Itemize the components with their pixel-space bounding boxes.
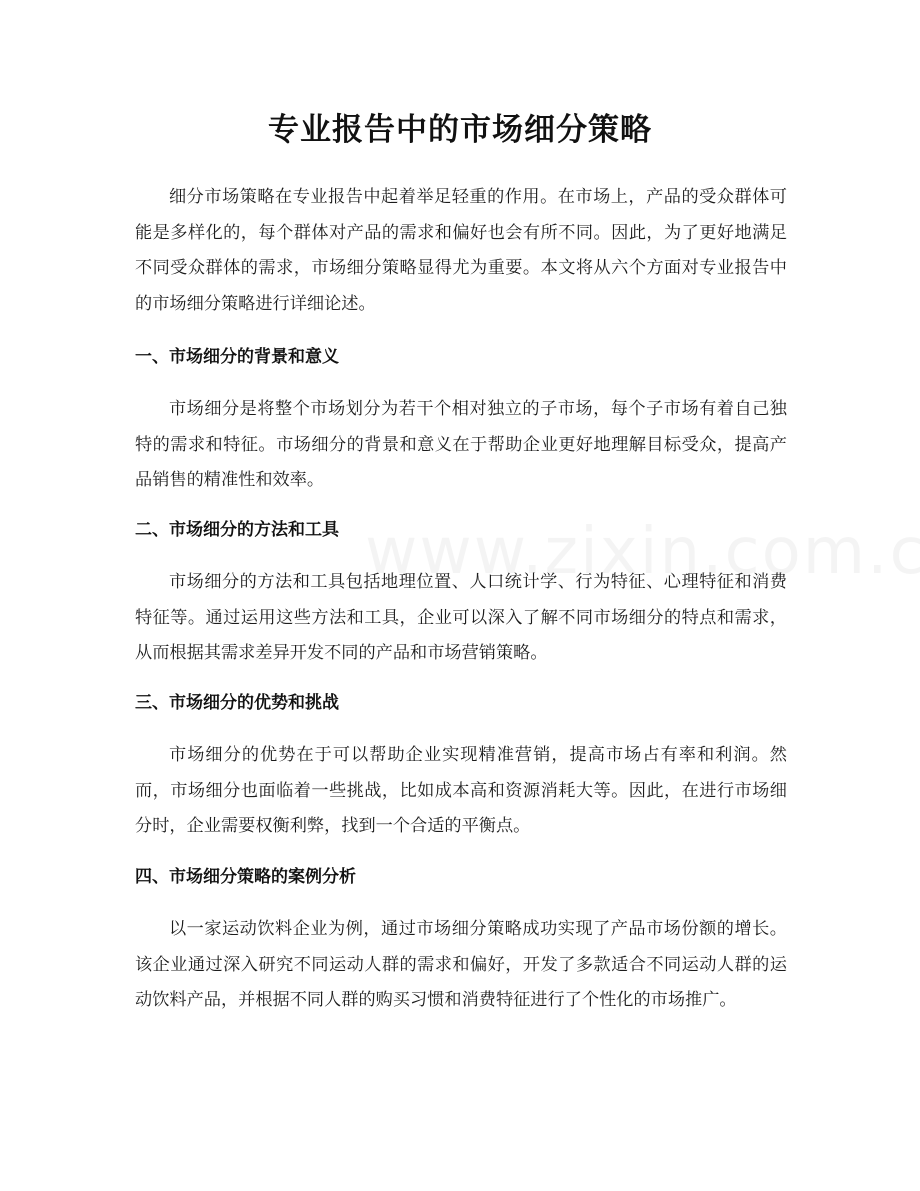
section-3-heading: 三、市场细分的优势和挑战 [135,693,339,713]
section-4-paragraph: 以一家运动饮料企业为例，通过市场细分策略成功实现了产品市场份额的增长。该企业通过深入研究不同运动人群的需求和偏好，开发了多款适合不同运动人群的运动饮料产品，并根据不同人群的购买习惯和消费特征进行了个性化的市场推广。 [135,919,787,1010]
section-1-paragraph: 市场细分是将整个市场划分为若干个相对独立的子市场，每个子市场有着自己独特的需求和特征。市场细分的背景和意义在于帮助企业更好地理解目标受众，提高产品销售的精准性和效率。 [135,399,787,490]
section-4-heading: 四、市场细分策略的案例分析 [135,867,356,887]
section-2-heading: 二、市场细分的方法和工具 [135,520,339,540]
section-1-heading: 一、市场细分的背景和意义 [135,347,339,367]
intro-paragraph: 细分市场策略在专业报告中起着举足轻重的作用。在市场上，产品的受众群体可能是多样化的，每个群体对产品的需求和偏好也会有所不同。因此，为了更好地满足不同受众群体的需求，市场细分策略显得尤为重要。本文将从六个方面对专业报告中的市场细分策略进行详细论述。 [135,187,787,314]
section-3-paragraph: 市场细分的优势在于可以帮助企业实现精准营销，提高市场占有率和利润。然而，市场细分也面临着一些挑战，比如成本高和资源消耗大等。因此，在进行市场细分时，企业需要权衡利弊，找到一个合适的平衡点。 [135,745,787,836]
section-2-paragraph: 市场细分的方法和工具包括地理位置、人口统计学、行为特征、心理特征和消费特征等。通过运用这些方法和工具，企业可以深入了解不同市场细分的特点和需求，从而根据其需求差异开发不同的产品和市场营销策略。 [135,572,787,663]
page-title: 专业报告中的市场细分策略 [268,112,652,148]
